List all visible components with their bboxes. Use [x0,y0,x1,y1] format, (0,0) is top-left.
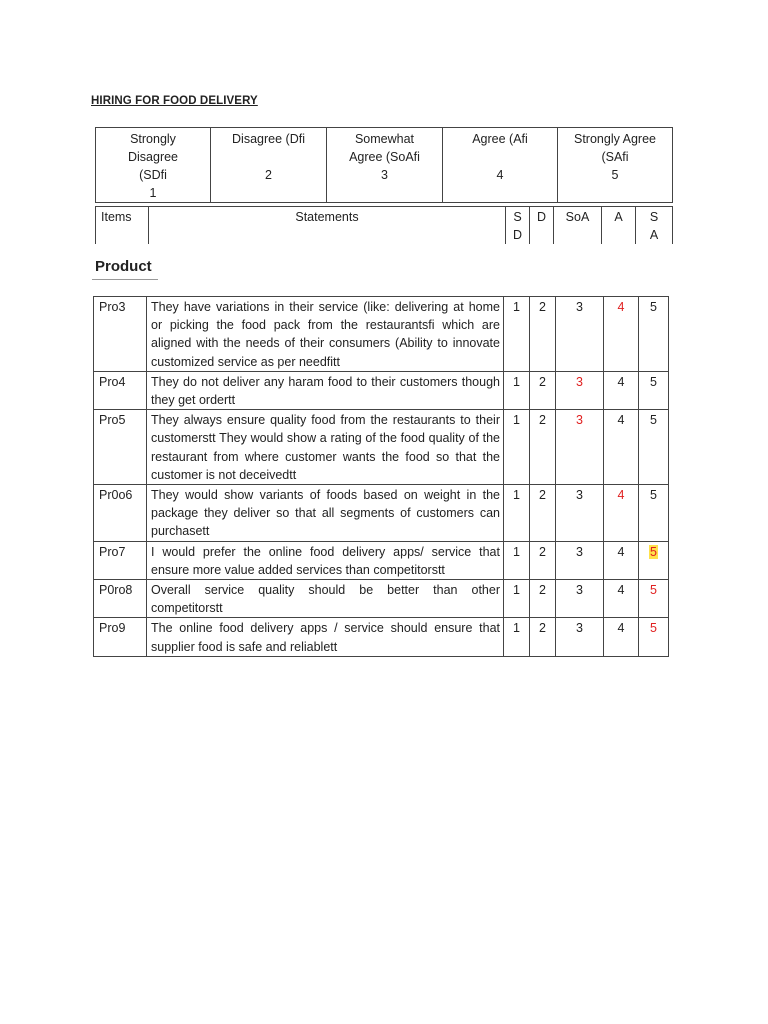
header-items: Items [96,207,149,245]
table-row [94,297,669,372]
item-code: Pro5 [94,410,147,485]
rating-value: 2 [539,374,546,389]
rating-value: 2 [539,413,546,428]
rating-value: 5 [650,374,657,389]
rating-option-1 [504,541,530,579]
item-statement: The online food delivery apps / service should ensure that supplier food is safe and reliablett [147,618,504,656]
rating-value: 3 [576,300,583,314]
item-code: Pr0o6 [94,485,147,542]
scale-cell-agree: Agree (Afi 4 [443,128,558,203]
rating-value: 5 [650,300,657,314]
item-statement: I would prefer the online food delivery apps/ service that ensure more value added services than competitorstt [147,541,504,579]
item-statement: They have variations in their service (like: delivering at home or picking the food pack from the restaurantsfi which are aligned with the needs of their consumers (Ability to innovate customized service as per needfitt [147,297,504,372]
item-code: Pro7 [94,541,147,579]
rating-value: 3 [576,621,583,636]
table-row [94,410,669,485]
items-table [93,296,669,657]
rating-value: 3 [576,583,583,598]
header-sd: S D [506,207,530,245]
rating-value: 1 [513,583,520,598]
rating-value: 2 [539,300,546,314]
rating-option-3 [556,541,604,579]
rating-value: 3 [576,374,583,389]
rating-value: 2 [539,544,546,559]
rating-option-1 [504,371,530,409]
rating-value: 3 [576,413,583,428]
rating-option-4 [604,297,639,372]
rating-value: 1 [513,621,520,636]
rating-value: 4 [617,300,625,314]
rating-value: 4 [617,488,625,503]
header-statements: Statements [149,207,506,245]
rating-option-2 [530,297,556,372]
rating-value: 4 [617,621,625,636]
rating-option-4 [604,618,639,656]
scale-cell-strongly-disagree: Strongly Disagree (SDfi 1 [96,128,211,203]
rating-value: 2 [539,488,546,503]
rating-option-4 [604,580,639,618]
scale-cell-strongly-agree: Strongly Agree (SAfi 5 [558,128,673,203]
rating-value: 1 [513,488,520,503]
section-divider [92,279,158,280]
rating-value: 3 [576,544,583,559]
scale-cell-disagree: Disagree (Dfi 2 [211,128,327,203]
item-code: Pro4 [94,371,147,409]
document-title: HIRING FOR FOOD DELIVERY [91,95,258,107]
rating-scale-table [95,127,673,203]
rating-option-5 [639,485,669,542]
rating-option-1 [504,618,530,656]
table-row [94,618,669,656]
rating-option-3 [556,485,604,542]
rating-value: 2 [539,583,546,598]
rating-value: 5 [650,488,657,503]
rating-option-4 [604,485,639,542]
rating-value: 4 [617,374,625,389]
rating-value: 5 [650,621,657,636]
rating-option-4 [604,371,639,409]
rating-value: 4 [617,544,625,559]
table-row [94,371,669,409]
rating-option-5 [639,410,669,485]
rating-value: 5 [650,544,657,559]
header-a: A [602,207,636,245]
column-header-table [95,206,673,245]
rating-option-1 [504,297,530,372]
item-code: Pro3 [94,297,147,372]
rating-option-1 [504,410,530,485]
rating-option-3 [556,297,604,372]
rating-value: 1 [513,374,520,389]
rating-option-2 [530,410,556,485]
rating-option-2 [530,580,556,618]
rating-value: 4 [617,583,625,598]
rating-option-2 [530,541,556,579]
rating-option-2 [530,485,556,542]
rating-option-5 [639,580,669,618]
rating-option-5 [639,618,669,656]
rating-option-5 [639,297,669,372]
header-soa: SoA [554,207,602,245]
rating-option-5 [639,371,669,409]
rating-value: 1 [513,544,520,559]
rating-option-3 [556,371,604,409]
rating-option-4 [604,410,639,485]
table-row [94,580,669,618]
item-statement: They do not deliver any haram food to their customers though they get ordertt [147,371,504,409]
header-sa: S A [636,207,673,245]
rating-option-3 [556,410,604,485]
rating-value: 3 [576,488,583,503]
rating-option-1 [504,580,530,618]
item-statement: Overall service quality should be better than other competitorstt [147,580,504,618]
rating-value: 5 [650,413,657,428]
rating-option-1 [504,485,530,542]
item-statement: They always ensure quality food from the restaurants to their customerstt They would show a rating of the food quality of the restaurant from where customer wants the food so that the customer is not deceivedtt [147,410,504,485]
item-statement: They would show variants of foods based on weight in the package they deliver so that all segments of customers can purchasett [147,485,504,542]
rating-value: 2 [539,621,546,636]
table-row [94,541,669,579]
rating-option-5 [639,541,669,579]
rating-value: 1 [513,413,520,428]
rating-value: 1 [513,300,520,314]
rating-option-3 [556,618,604,656]
header-d: D [530,207,554,245]
rating-option-4 [604,541,639,579]
rating-value: 4 [617,413,625,428]
item-code: Pro9 [94,618,147,656]
rating-value: 5 [650,583,657,598]
item-code: P0ro8 [94,580,147,618]
rating-option-2 [530,618,556,656]
rating-option-2 [530,371,556,409]
table-row [94,485,669,542]
section-label-product: Product [95,258,152,275]
scale-cell-somewhat-agree: Somewhat Agree (SoAfi 3 [327,128,443,203]
rating-option-3 [556,580,604,618]
